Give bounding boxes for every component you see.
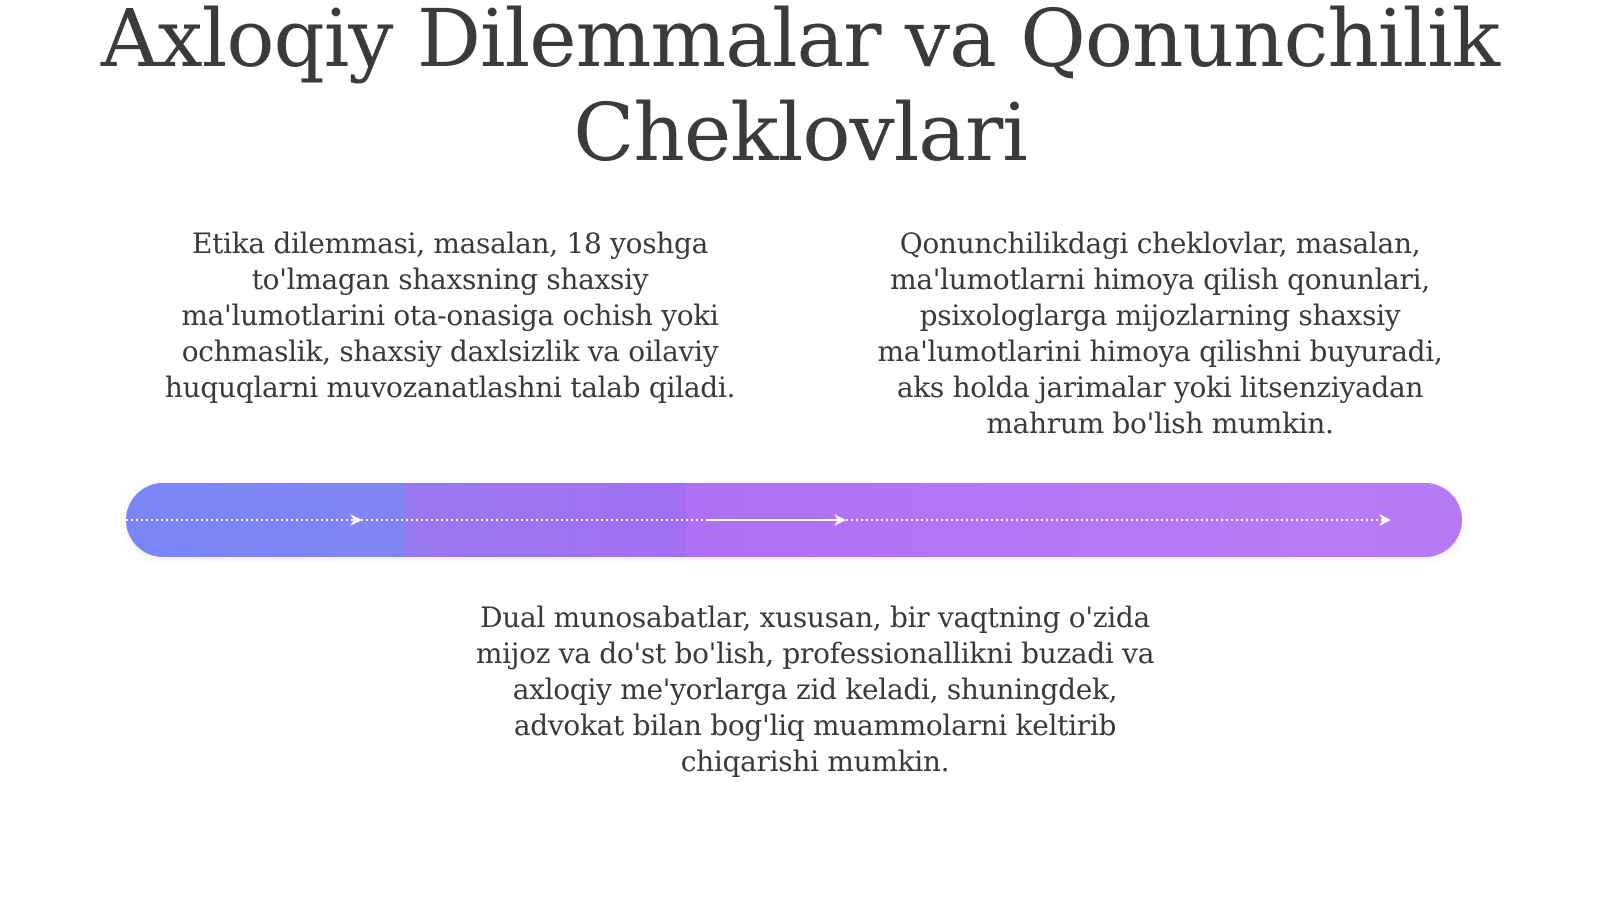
dual-relationships-text: Dual munosabatlar, xususan, bir vaqtning o'zida mijoz va do'st bo'lish, professionallikni buzadi va axloqiy me'yorlarga zid keladi, shuningdek, advokat bilan bog'liq muammolarni keltirib chiqarishi mumkin.: [475, 601, 1155, 778]
arrow-icon-3: [1379, 514, 1391, 526]
page-title: Axloqiy Dilemmalar va Qonunchilik Cheklovlari: [100, 0, 1500, 179]
timeline-track: [126, 483, 1462, 557]
ethics-dilemma-text: Etika dilemmasi, masalan, 18 yoshga to'lmagan shaxsning shaxsiy ma'lumotlarini ota-onasiga ochish yoki ochmaslik, shaxsiy daxlsizlik va oilaviy huquqlarni muvozanatlashni talab qiladi.: [164, 227, 736, 404]
legal-restrictions-text: Qonunchilikdagi cheklovlar, masalan, ma'lumotlarni himoya qilish qonunlari, psixologlarga mijozlarning shaxsiy ma'lumotlarini himoya qilishni buyuradi, aks holda jarimalar yoki litsenziyadan mahrum bo'lish mumkin.: [877, 227, 1443, 440]
timeline-bar: [126, 483, 1462, 557]
